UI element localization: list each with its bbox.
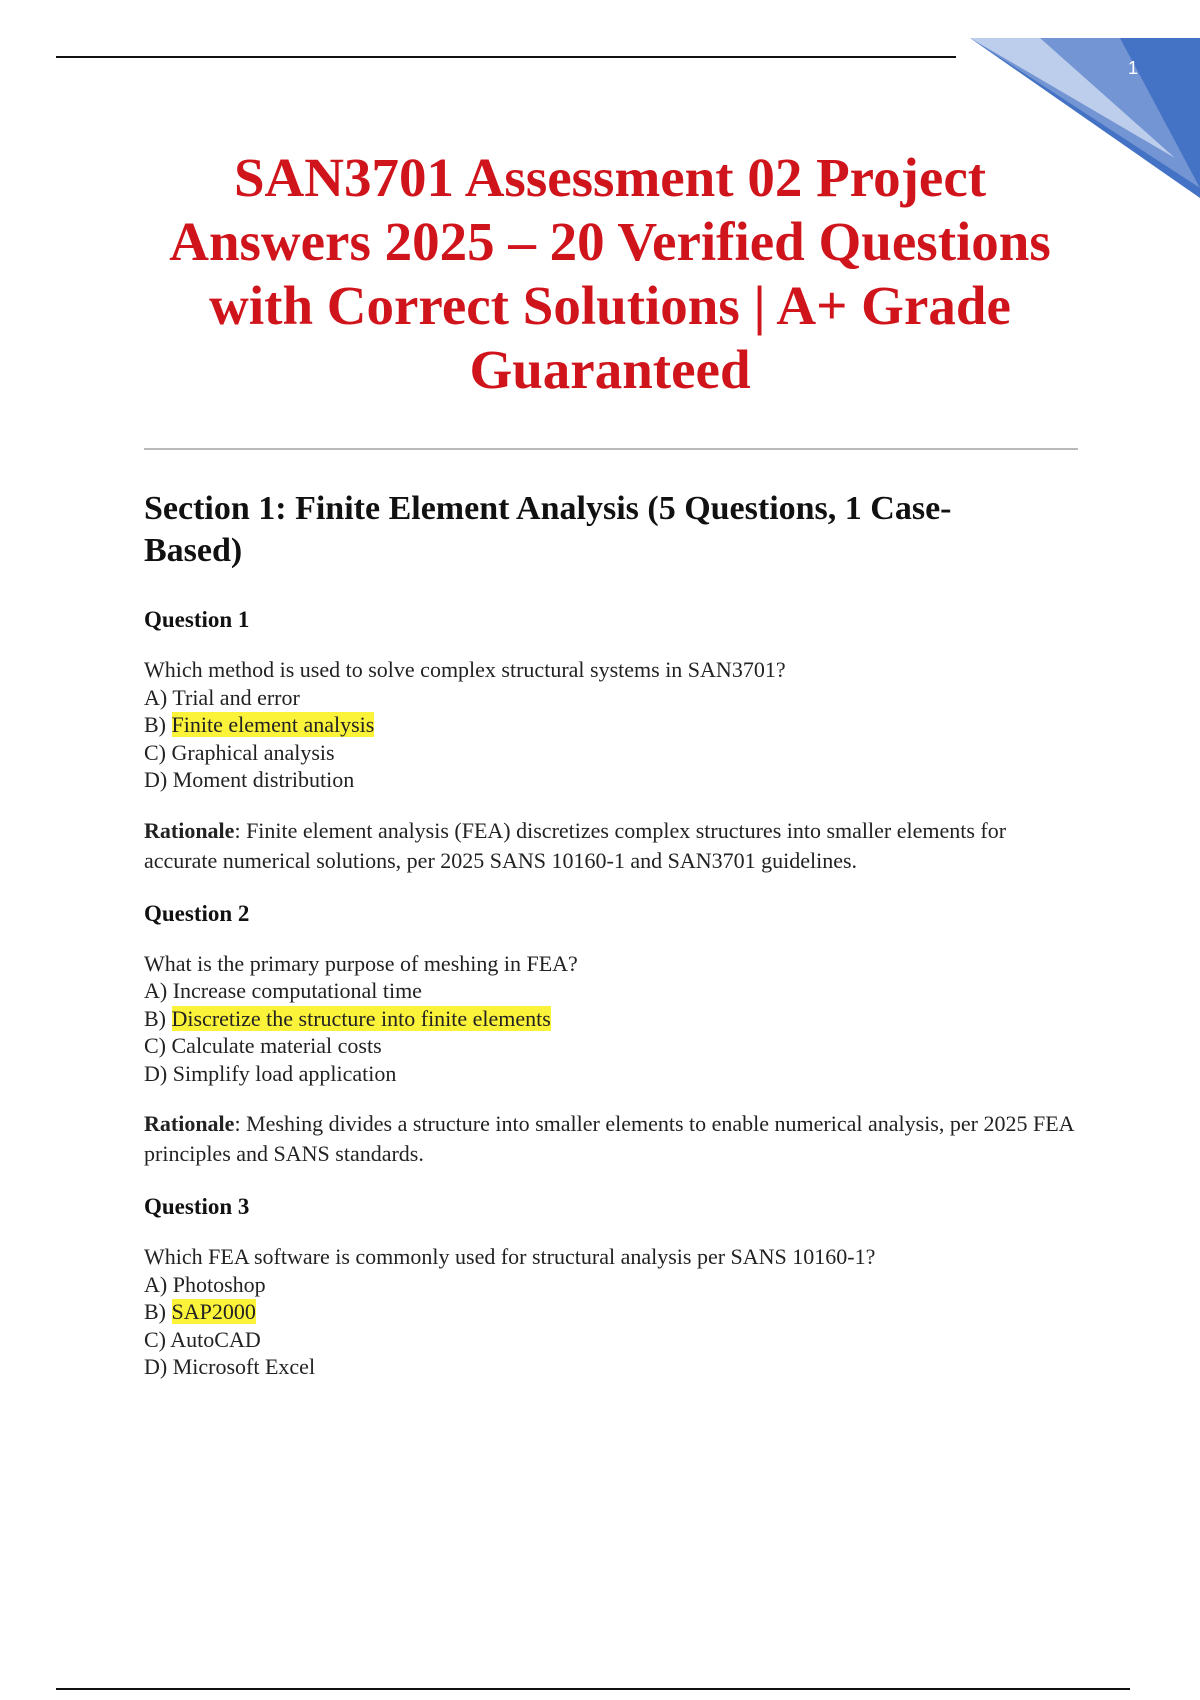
option-a: A) Increase computational time [144,978,422,1003]
option-c: C) AutoCAD [144,1326,261,1352]
option-b-correct: B) SAP2000 [144,1299,256,1324]
option-d: D) Simplify load application [144,1060,397,1086]
option-a: A) Trial and error [144,684,300,710]
option-b-correct: B) Finite element analysis [144,712,375,737]
answer-options [144,977,1074,1087]
option-d: D) Moment distribution [144,767,355,792]
question-text: Which FEA software is commonly used for structural analysis per SANS 10160-1? [144,1244,876,1269]
option-c: C) Calculate material costs [144,1033,382,1058]
correct-answer-highlight: Discretize the structure into finite elements [171,1005,551,1031]
option-c: C) Graphical analysis [144,739,335,765]
title-line: Guaranteed [469,339,751,400]
question-heading: Question 3 [144,1194,250,1219]
rationale-label: Rationale [144,817,235,843]
answer-options [144,1271,1074,1381]
option-b-correct: B) Discretize the structure into finite elements [144,1005,551,1031]
correct-answer-highlight: SAP2000 [171,1299,256,1324]
rationale [144,1109,1074,1169]
document-body [144,488,1074,1403]
option-d: D) Microsoft Excel [144,1354,316,1379]
option-a: A) Photoshop [144,1271,266,1297]
question-heading: Question 1 [144,607,250,632]
question-block [144,606,1074,876]
document-title [120,146,1100,402]
question-text: What is the primary purpose of meshing in FEA? [144,950,578,976]
section-heading [144,488,1074,572]
rationale-text: : Finite element analysis (FEA) discretizes complex structures into smaller elements for accurate numerical solutions, per 2025 SANS 10160-1 and SAN3701 guidelines. [144,817,1007,873]
title-divider [144,448,1078,450]
title-line: Answers 2025 – 20 Verified Questions [169,211,1051,272]
section-heading-line: Based) [144,532,243,569]
header-rule [56,56,956,58]
rationale-text: : Meshing divides a structure into smaller elements to enable numerical analysis, per 2025 FEA principles and SANS standards. [144,1111,1074,1166]
title-line: SAN3701 Assessment 02 Project [233,147,987,208]
page-number: 1 [1127,58,1138,78]
correct-answer-highlight: Finite element analysis [171,712,375,737]
rationale [144,816,1074,876]
answer-options [144,684,1074,794]
question-heading: Question 2 [144,900,250,926]
rationale-label: Rationale [144,1111,235,1136]
section-heading-line: Section 1: Finite Element Analysis (5 Questions, 1 Case- [144,490,952,527]
title-line: with Correct Solutions | A+ Grade [209,275,1011,336]
question-text: Which method is used to solve complex structural systems in SAN3701? [144,657,786,682]
question-block [144,900,1074,1170]
question-block [144,1193,1074,1381]
footer-rule [56,1688,1130,1690]
